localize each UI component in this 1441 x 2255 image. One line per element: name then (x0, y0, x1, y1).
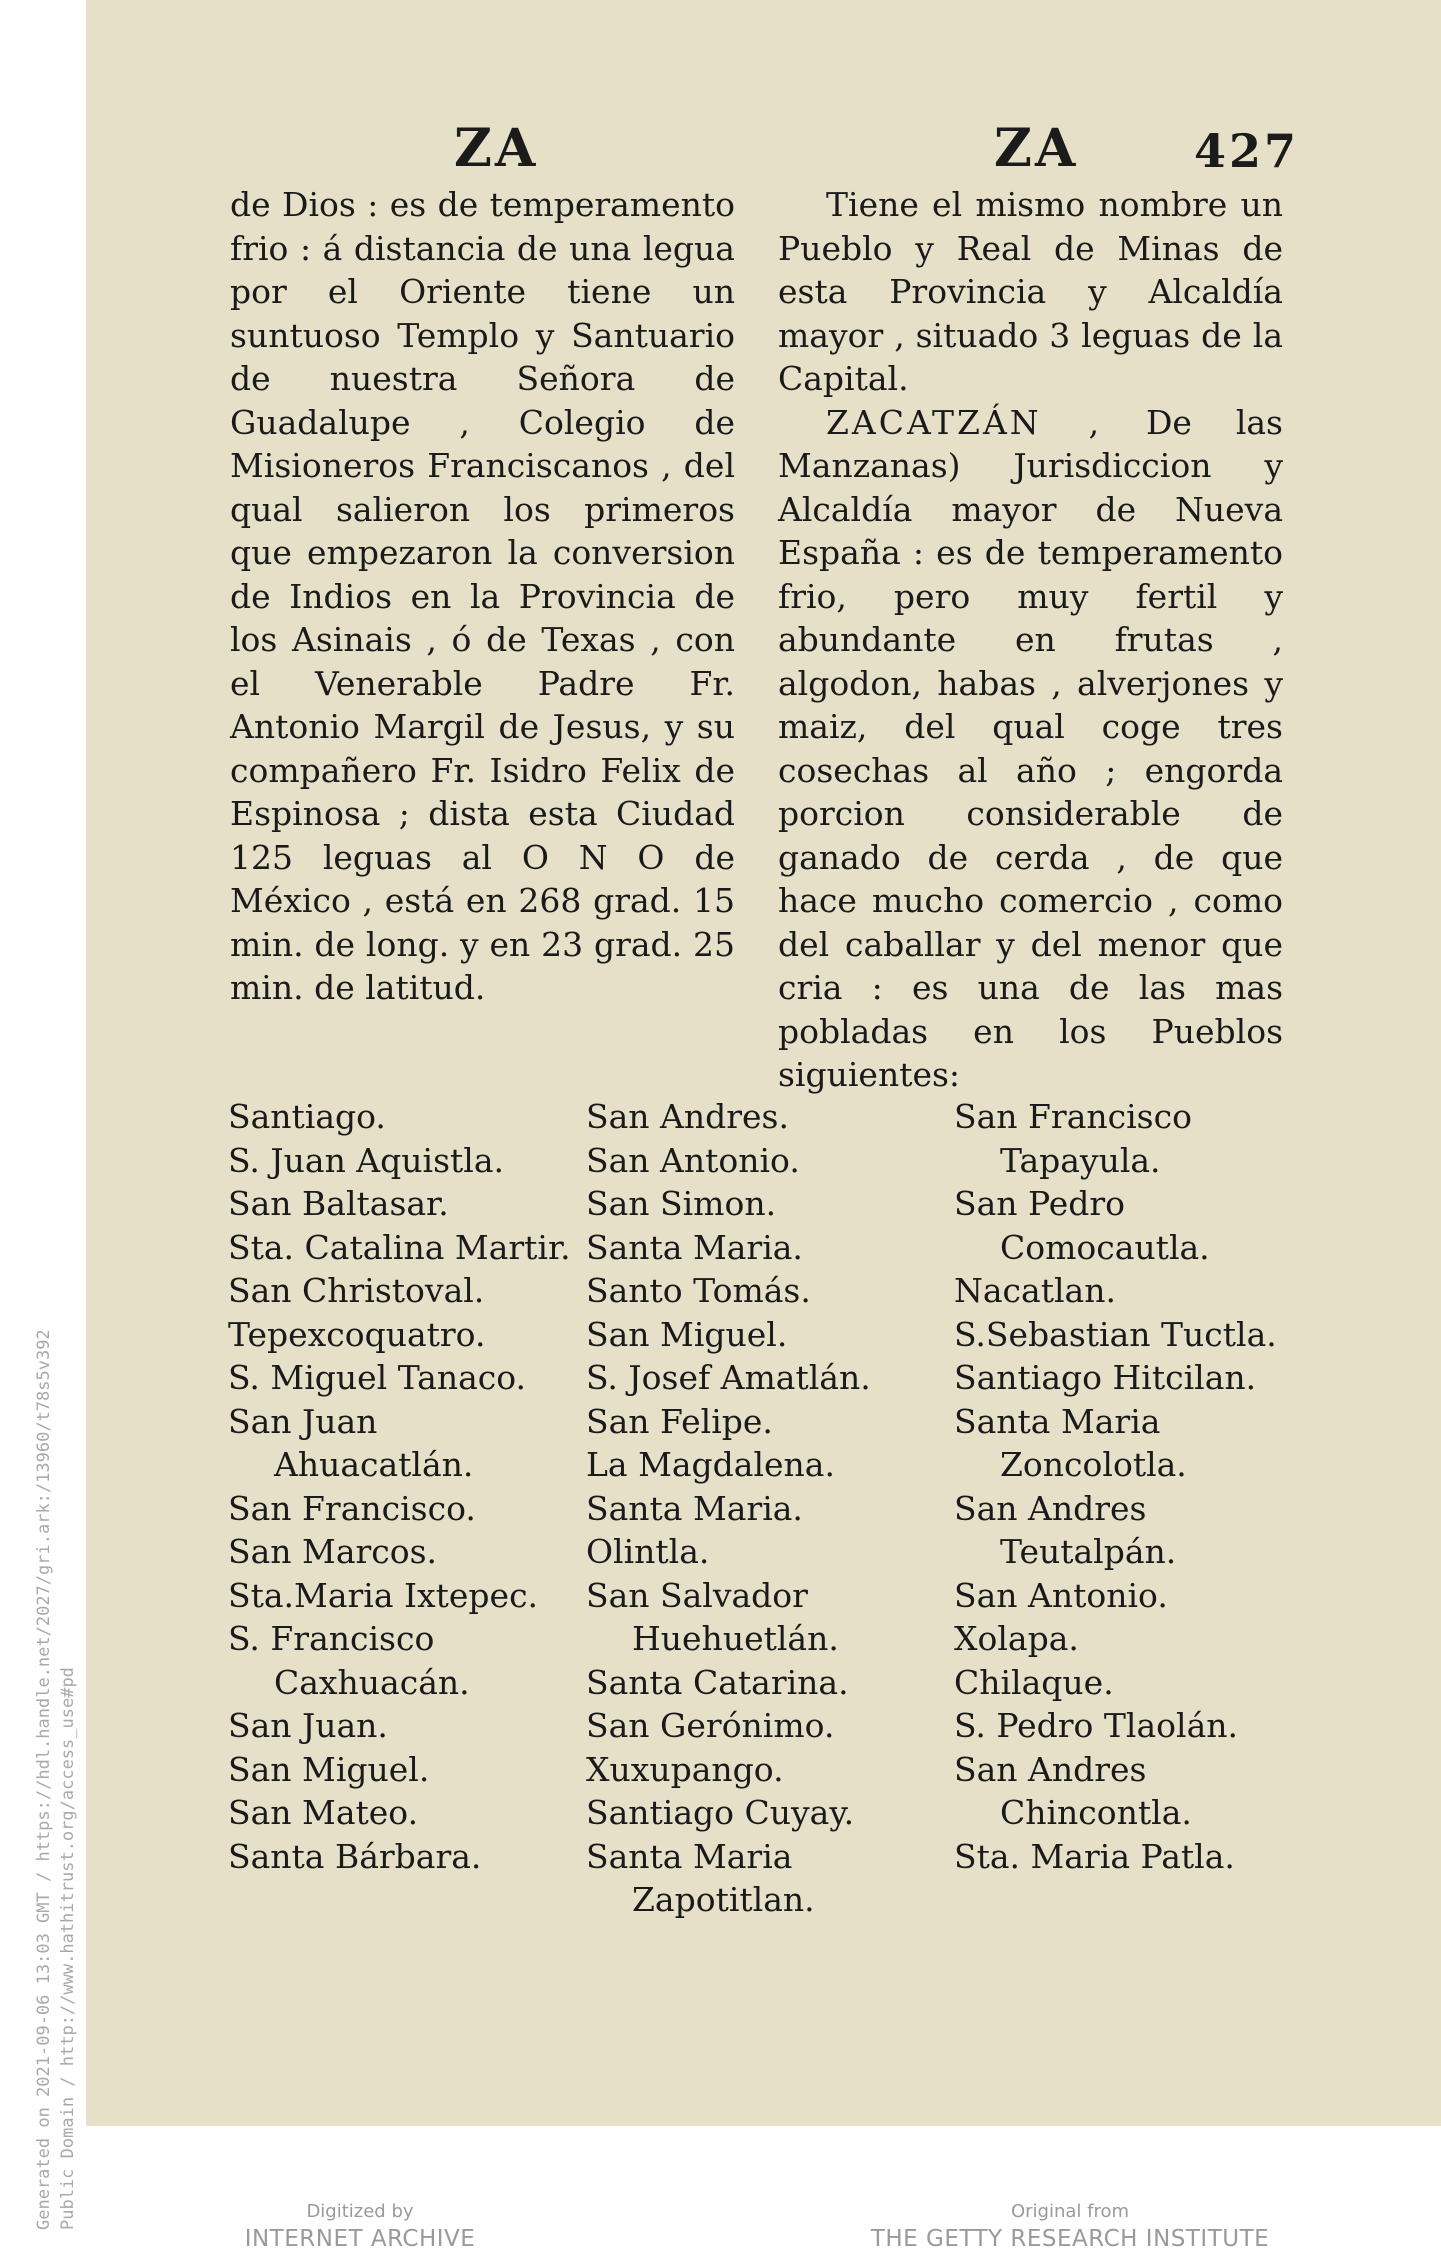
list-item: San Francisco Tapayula. (954, 1097, 1192, 1180)
list-item: San Andres Teutalpán. (954, 1488, 1177, 1571)
list-item: San Salvador Huehuetlán. (586, 1575, 839, 1658)
entry-paragraph (778, 401, 1283, 1097)
right-text-column (778, 183, 1283, 1097)
list-item: S. Pedro Tlaolán. (954, 1706, 1238, 1745)
list-item: Santa Bárbara. (228, 1836, 482, 1876)
body-paragraph: de Dios : es de temperamento frio : á distancia de una legua por el Oriente tiene un suntuoso Templo y Santuario de nuestra Señora de Guadalupe , Colegio de Misioneros Franciscanos , del qual salieron los primeros que empezaron la conversion de Indios en la Provincia de los Asinais , ó de Texas , con el Venerable Padre Fr. Antonio Margil de Jesus, y su compañero Fr. Isidro Felix de Espinosa ; dista esta Ciudad 125 leguas al O N O de México , está en 268 grad. 15 min. de long. y en 23 grad. 25 min. de latitud. (230, 185, 735, 1007)
left-text-column (230, 183, 735, 1010)
list-item: San Pedro Comocautla. (954, 1184, 1210, 1267)
list-item: San Christoval. (228, 1271, 485, 1310)
running-head-left: ZA (454, 118, 539, 179)
internet-archive-label: INTERNET ARCHIVE (244, 2226, 476, 2252)
list-item: San Miguel. (228, 1749, 430, 1789)
generation-stamp-line: Generated on 2021-09-06 13:03 GMT / https://hdl.handle.net/2027/gri.ark:/13960/t78s5v392 (34, 1329, 54, 2230)
list-item: Nacatlan. (954, 1271, 1116, 1310)
list-item: Santa Maria. (586, 1227, 803, 1267)
list-item: San Simon. (586, 1184, 777, 1223)
list-item: S. Francisco Caxhuacán. (228, 1619, 470, 1702)
list-item: Olintla. (586, 1532, 710, 1571)
list-item: Santa Maria. (586, 1488, 803, 1528)
page-number: 427 (1194, 124, 1300, 178)
list-item: Santa Catarina. (586, 1662, 849, 1702)
entry-text: De las Manzanas) Jurisdiccion y Alcaldía mayor de Nueva España : es de temperamento frio, pero muy fertil y abundante en frutas , algodon, habas , alverjones y maiz, del qual coge tres cosechas al año ; engorda porcion considerable de ganado de cerda , de que hace mucho comercio , como del caballar y del menor que cria : es una de las mas pobladas en los Pueblos siguientes: (778, 402, 1283, 1094)
list-item: San Mateo. (228, 1793, 419, 1832)
book-page (86, 0, 1441, 2126)
digitized-by-label: Digitized by (306, 2201, 414, 2222)
pueblos-list-col-2 (586, 1095, 931, 1922)
list-item: Santa Maria Zoncolotla. (954, 1401, 1187, 1484)
list-item: San Juan Ahuacatlán. (228, 1401, 474, 1484)
list-item: Tepexcoquatro. (228, 1314, 486, 1354)
running-head-right: ZA (994, 118, 1079, 179)
list-item: San Antonio. (954, 1575, 1168, 1615)
list-item: Santiago. (228, 1097, 386, 1136)
list-item: Sta. Maria Patla. (954, 1836, 1235, 1876)
list-item: San Gerónimo. (586, 1706, 835, 1745)
original-from-credit (860, 2200, 1280, 2254)
list-item: San Francisco. (228, 1488, 476, 1528)
pueblos-list-col-1 (228, 1095, 573, 1878)
list-item: San Baltasar. (228, 1184, 449, 1223)
list-item: S. Josef Amatlán. (586, 1358, 871, 1397)
pueblos-list-col-3 (954, 1095, 1299, 1878)
list-item: La Magdalena. (586, 1445, 835, 1484)
list-item: San Juan. (228, 1706, 388, 1745)
list-item: San Felipe. (586, 1401, 773, 1441)
getty-institute-label: THE GETTY RESEARCH INSTITUTE (870, 2226, 1270, 2252)
list-item: San Antonio. (586, 1140, 800, 1180)
list-item: S. Juan Aquistla. (228, 1140, 504, 1180)
list-item: Sta. Catalina Martir. (228, 1227, 571, 1267)
list-item: Santiago Cuyay. (586, 1793, 855, 1832)
digitized-by-credit (200, 2200, 520, 2254)
list-item: Xolapa. (954, 1619, 1079, 1658)
list-item: Sta.Maria Ixtepec. (228, 1575, 539, 1615)
list-item: S. Miguel Tanaco. (228, 1358, 527, 1397)
entry-headword: ZACATZÁN , (826, 402, 1103, 442)
body-paragraph: Tiene el mismo nombre un Pueblo y Real de Minas de esta Provincia y Alcaldía mayor , situado 3 leguas de la Capital. (778, 185, 1283, 398)
list-item: Santo Tomás. (586, 1271, 811, 1310)
list-item: San Miguel. (586, 1314, 788, 1354)
list-item: Santiago Hitcilan. (954, 1358, 1257, 1397)
list-item: Xuxupango. (586, 1749, 784, 1789)
rights-stamp-line: Public Domain / http://www.hathitrust.org/access_use#pd (58, 1667, 78, 2230)
list-item: San Andres. (586, 1097, 789, 1136)
list-item: Santa Maria Zapotitlan. (586, 1836, 815, 1919)
list-item: Chilaque. (954, 1662, 1114, 1702)
original-from-label: Original from (1010, 2201, 1130, 2222)
list-item: San Andres Chincontla. (954, 1749, 1192, 1832)
generation-stamp (32, 1329, 80, 2230)
list-item: San Marcos. (228, 1532, 438, 1571)
list-item: S.Sebastian Tuctla. (954, 1314, 1277, 1354)
